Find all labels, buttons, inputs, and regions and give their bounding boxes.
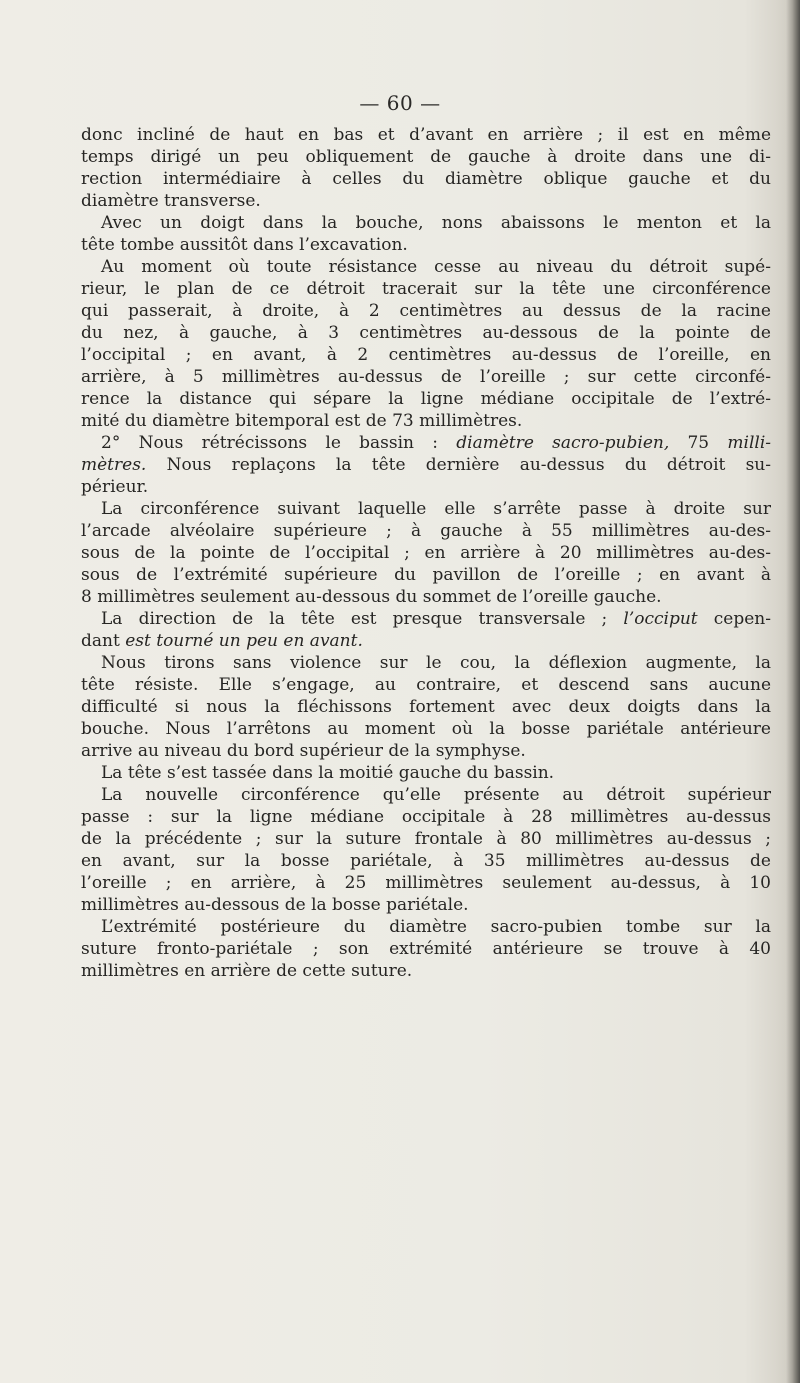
- text-line: La tête s’est tassée dans la moitié gauche du bassin.: [101, 763, 555, 783]
- text-italic: mètres.: [81, 455, 147, 475]
- text-line: 8 millimètres seulement au-dessous du sommet de l’oreille gauche.: [81, 587, 662, 607]
- body-text: [81, 124, 771, 982]
- text-line-mixed: [81, 432, 771, 454]
- text-line: périeur.: [81, 477, 149, 497]
- text-italic: diamètre sacro-pubien,: [456, 433, 670, 453]
- text-line: rection intermédiaire à celles du diamètre oblique gauche et du: [81, 169, 771, 189]
- text-line: arrive au niveau du bord supérieur de la symphyse.: [81, 741, 526, 761]
- page-number: — 60 —: [359, 91, 441, 115]
- text-segment: 75: [669, 433, 728, 453]
- text-segment: Nous replaçons la tête dernière au-dessus du détroit su-: [146, 455, 771, 475]
- text-line: de la précédente ; sur la suture frontale à 80 millimètres au-dessus ;: [81, 829, 771, 849]
- text-line: diamètre transverse.: [81, 191, 261, 211]
- text-line: Avec un doigt dans la bouche, nons abaissons le menton et la: [101, 213, 771, 233]
- text-line: La nouvelle circonférence qu’elle présente au détroit supérieur: [101, 785, 771, 805]
- text-line: bouche. Nous l’arrêtons au moment où la bosse pariétale antérieure: [81, 719, 771, 739]
- text-line: tête résiste. Elle s’engage, au contraire, et descend sans aucune: [81, 675, 771, 695]
- text-line: Nous tirons sans violence sur le cou, la déflexion augmente, la: [101, 653, 771, 673]
- text-segment: dant: [81, 631, 120, 651]
- text-italic: milli-: [727, 433, 771, 453]
- text-line: sous de la pointe de l’occipital ; en arrière à 20 millimètres au-des-: [81, 543, 771, 563]
- text-line: temps dirigé un peu obliquement de gauche à droite dans une di-: [81, 147, 771, 167]
- text-line-mixed: [81, 608, 771, 630]
- text-line: l’oreille ; en arrière, à 25 millimètres seulement au-dessus, à 10: [81, 873, 771, 893]
- text-line: La circonférence suivant laquelle elle s’arrête passe à droite sur: [101, 499, 771, 519]
- text-segment: cepen-: [697, 609, 771, 629]
- text-line: sous de l’extrémité supérieure du pavillon de l’oreille ; en avant à: [81, 565, 771, 585]
- text-line: du nez, à gauche, à 3 centimètres au-dessous de la pointe de: [81, 323, 771, 343]
- text-line: arrière, à 5 millimètres au-dessus de l’oreille ; sur cette circonfé-: [81, 367, 771, 387]
- text-line: L’extrémité postérieure du diamètre sacro-pubien tombe sur la: [101, 917, 771, 937]
- text-line: Au moment où toute résistance cesse au niveau du détroit supé-: [101, 257, 771, 277]
- text-line: difficulté si nous la fléchissons fortement avec deux doigts dans la: [81, 697, 771, 717]
- text-line: millimètres en arrière de cette suture.: [81, 961, 413, 981]
- text-segment: La direction de la tête est presque transversale ;: [101, 609, 608, 629]
- text-line-mixed: [81, 630, 771, 652]
- text-line: rence la distance qui sépare la ligne médiane occipitale de l’extré-: [81, 389, 771, 409]
- text-italic: l’occiput: [623, 609, 698, 629]
- text-line: qui passerait, à droite, à 2 centimètres au dessus de la racine: [81, 301, 771, 321]
- text-line: mité du diamètre bitemporal est de 73 millimètres.: [81, 411, 523, 431]
- text-line: rieur, le plan de ce détroit tracerait sur la tête une circonférence: [81, 279, 771, 299]
- text-line: suture fronto-pariétale ; son extrémité antérieure se trouve à 40: [81, 939, 771, 959]
- page-edge-shadow: [786, 0, 800, 1383]
- text-line: passe : sur la ligne médiane occipitale à 28 millimètres au-dessus: [81, 807, 771, 827]
- text-line: en avant, sur la bosse pariétale, à 35 millimètres au-dessus de: [81, 851, 771, 871]
- text-line: l’occipital ; en avant, à 2 centimètres au-dessus de l’oreille, en: [81, 345, 771, 365]
- text-line: millimètres au-dessous de la bosse pariétale.: [81, 895, 469, 915]
- text-line: l’arcade alvéolaire supérieure ; à gauche à 55 millimètres au-des-: [81, 521, 771, 541]
- text-line-mixed: [81, 454, 771, 476]
- text-segment: 2° Nous rétrécissons le bassin :: [101, 433, 438, 453]
- text-line: tête tombe aussitôt dans l’excavation.: [81, 235, 408, 255]
- text-italic: est tourné un peu en avant.: [125, 631, 363, 651]
- text-line: donc incliné de haut en bas et d’avant en arrière ; il est en même: [81, 125, 771, 145]
